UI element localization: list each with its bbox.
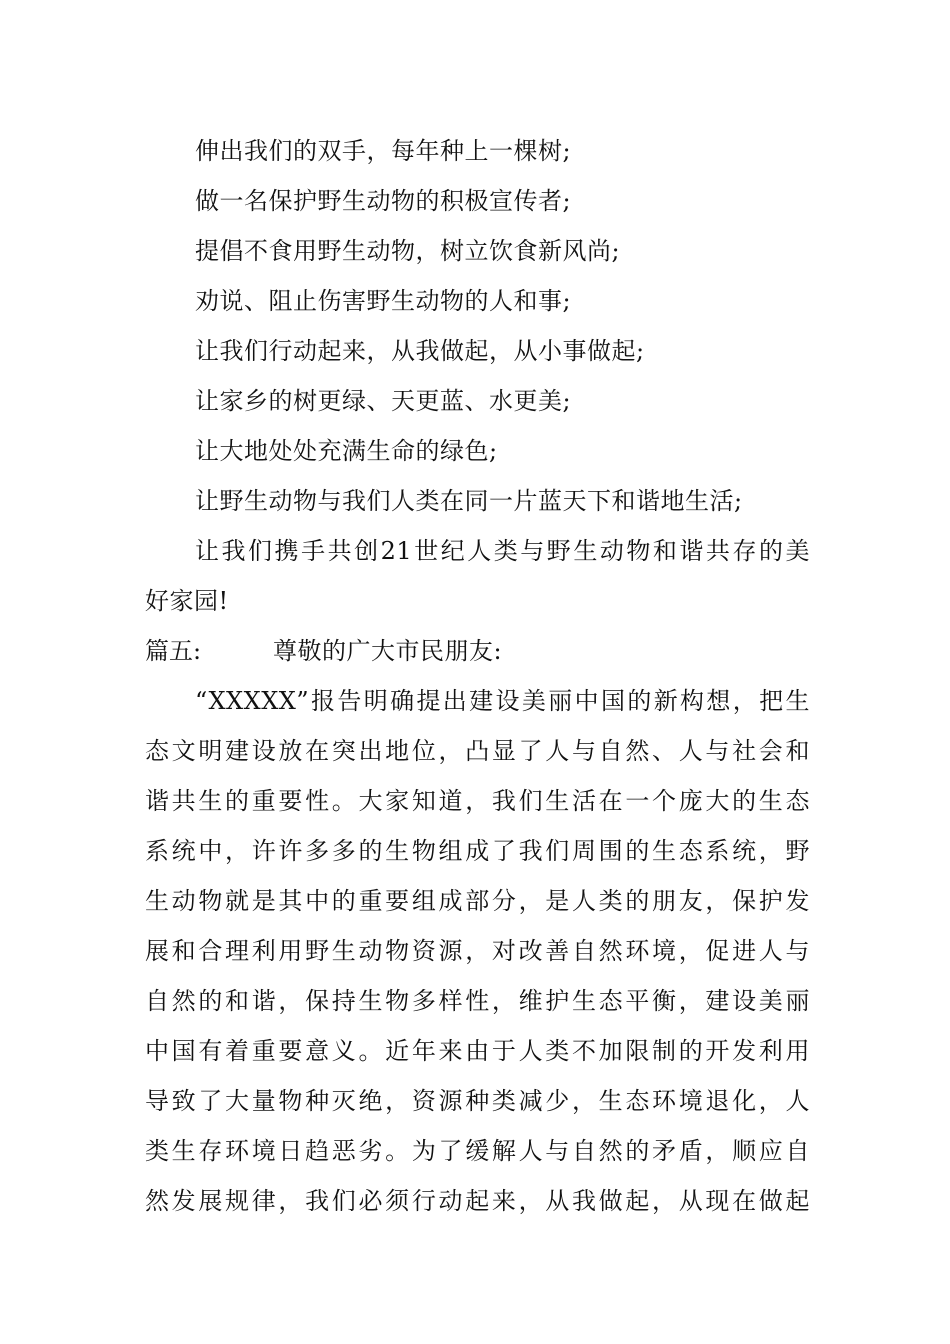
body-line: 展和合理利用野生动物资源，对改善自然环境，促进人与 <box>145 937 810 965</box>
pledge-line: 让我们行动起来，从我做起，从小事做起; <box>195 337 645 365</box>
body-line: 然发展规律，我们必须行动起来，从我做起，从现在做起 <box>145 1187 810 1215</box>
pledge-line: 让家乡的树更绿、天更蓝、水更美; <box>195 387 572 415</box>
body-line: 自然的和谐，保持生物多样性，维护生态平衡，建设美丽 <box>145 987 810 1015</box>
pledge-line: 伸出我们的双手，每年种上一棵树; <box>195 137 572 165</box>
pledge-line: 劝说、阻止伤害野生动物的人和事; <box>195 287 572 315</box>
body-line: 系统中，许许多多的生物组成了我们周围的生态系统，野 <box>145 837 810 865</box>
section-label: 篇五: <box>145 637 202 665</box>
body-line: “XXXXX”报告明确提出建设美丽中国的新构想，把生 <box>195 687 810 715</box>
body-line: 谐共生的重要性。大家知道，我们生活在一个庞大的生态 <box>145 787 810 815</box>
body-line: 态文明建设放在突出地位，凸显了人与自然、人与社会和 <box>145 737 810 765</box>
body-line: 导致了大量物种灭绝，资源种类减少，生态环境退化，人 <box>145 1087 810 1115</box>
pledge-line: 让野生动物与我们人类在同一片蓝天下和谐地生活; <box>195 487 743 515</box>
salutation: 尊敬的广大市民朋友: <box>273 637 503 665</box>
body-line: 类生存环境日趋恶劣。为了缓解人与自然的矛盾，顺应自 <box>145 1137 810 1165</box>
pledge-line: 做一名保护野生动物的积极宣传者; <box>195 187 572 215</box>
body-line: 中国有着重要意义。近年来由于人类不加限制的开发利用 <box>145 1037 810 1065</box>
body-line: 生动物就是其中的重要组成部分，是人类的朋友，保护发 <box>145 887 810 915</box>
pledge-line: 让大地处处充满生命的绿色; <box>195 437 498 465</box>
closing-line: 让我们携手共创21世纪人类与野生动物和谐共存的美 <box>195 537 810 565</box>
closing-line: 好家园! <box>145 587 229 615</box>
pledge-line: 提倡不食用野生动物，树立饮食新风尚; <box>195 237 621 265</box>
